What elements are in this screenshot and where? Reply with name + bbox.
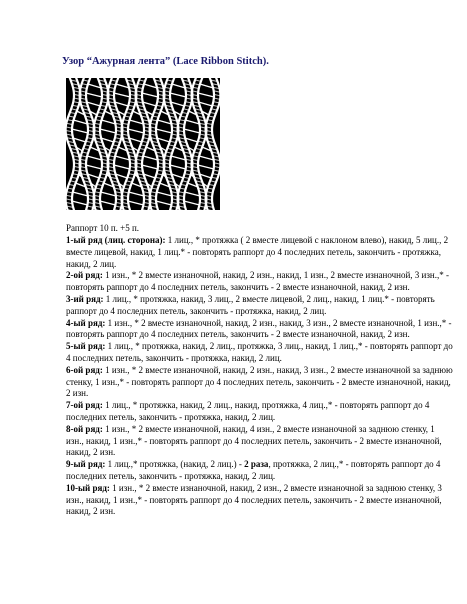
eyelet-bridge bbox=[185, 192, 200, 196]
row-5 bbox=[66, 341, 454, 365]
eyelet-bridge bbox=[114, 165, 130, 169]
row-text: 1 лиц.,* протяжка, (накид, 2 лиц.) - bbox=[105, 459, 245, 470]
eyelet-bridge bbox=[114, 93, 130, 97]
eyelet-bridge bbox=[198, 93, 214, 97]
eyelet-bridge bbox=[156, 129, 172, 133]
eyelet-bridge bbox=[184, 129, 200, 133]
row-1 bbox=[66, 235, 454, 270]
eyelet-bridge bbox=[72, 129, 88, 133]
eyelet-bridge bbox=[177, 192, 178, 196]
row-text: 1 изн., * 2 вместе изнаночной, накид, 2 изн., накид, 3 изн., 2 вместе изнаночной за заднюю стенку, 1 изн.,* - повторять раппорт до 4 последних петель, закончить - 2 вместе изнаночной, накид, 2 изн. bbox=[66, 364, 453, 399]
row-text: 1 изн., * 2 вместе изнаночной, накид, 4 изн., 2 вместе изнаночной за заднюю стенку, 1 изн., накид, 1 изн.,* - повторять раппорт до 4 последних петель, закончить - 2 вместе изнаночной, накид, 2 изн. bbox=[66, 423, 442, 458]
row-text: 1 изн., * 2 вместе изнаночной, накид, 2 изн., накид, 3 изн., 2 вместе изнаночной, 1 изн.,* - повторять раппорт до 4 последних петель, закончить - 2 вместе изнаночной, накид, 2 изн. bbox=[66, 317, 452, 340]
row-3 bbox=[66, 294, 454, 318]
row-label: 2-ой ряд: bbox=[66, 270, 103, 281]
eyelet-bridge bbox=[128, 129, 144, 133]
eyelet-bridge bbox=[73, 192, 88, 196]
eyelet-bridge bbox=[101, 192, 116, 196]
stitch-repeat: Раппорт 10 п. +5 п. bbox=[66, 223, 140, 233]
row-instructions bbox=[66, 235, 454, 518]
eyelet-bridge bbox=[149, 192, 150, 196]
eyelet-bridge bbox=[129, 192, 144, 196]
row-label: 4-ый ряд: bbox=[66, 317, 106, 328]
eyelet-bridge bbox=[170, 93, 186, 97]
row-4 bbox=[66, 318, 454, 342]
eyelet-bridge bbox=[199, 156, 214, 160]
eyelet-bridge bbox=[86, 165, 102, 169]
row-text-after: , протяжка, 2 лиц.,* - повторять раппорт до 4 последних петель, закончить - протяжка, накид, 2 лиц. bbox=[66, 459, 441, 481]
row-text: 1 лиц., * протяжка ( 2 вместе лицевой с наклоном влево), накид, 5 лиц., 2 вместе лицевой, накид, 1 лиц.* - повторять раппорт до 4 последних петель, закончить - протяжка, накид, 2 лиц. bbox=[66, 235, 449, 269]
row-label: 5-ый ряд: bbox=[66, 341, 106, 352]
eyelet-bridge bbox=[205, 192, 206, 196]
row-label: 7-ой ряд: bbox=[66, 400, 103, 411]
row-text: 1 лиц., * протяжка, накид, 3 лиц., 2 вместе лицевой, 2 лиц., накид, 1 лиц.* - повторять раппорт до 4 последних петель, закончить - протяжка, накид, 2 лиц. bbox=[66, 293, 435, 316]
eyelet-bridge bbox=[171, 156, 186, 160]
lace-swatch-photo bbox=[66, 78, 220, 210]
eyelet-bridge bbox=[100, 201, 116, 205]
eyelet-bridge bbox=[157, 192, 172, 196]
eyelet-bridge bbox=[121, 192, 122, 196]
row-label: 1-ый ряд (лиц. сторона): bbox=[66, 235, 166, 245]
row-9 bbox=[66, 459, 454, 483]
eyelet-bridge bbox=[115, 156, 130, 160]
row-10 bbox=[66, 483, 454, 518]
eyelet-bridge bbox=[86, 93, 102, 97]
eyelet-bridge bbox=[156, 201, 172, 205]
eyelet-bridge bbox=[142, 93, 158, 97]
row-emphasis: 2 раза bbox=[244, 459, 269, 470]
row-text: 1 лиц., * протяжка, накид, 2 лиц., протяжка, 3 лиц., накид, 1 лиц.,* - повторять раппорт до 4 последних петель, закончить - протяжка, накид, 2 лиц. bbox=[66, 341, 453, 363]
row-7 bbox=[66, 400, 454, 424]
eyelet-bridge bbox=[93, 192, 94, 196]
eyelet-bridge bbox=[143, 156, 158, 160]
eyelet-bridge bbox=[72, 201, 88, 205]
row-label: 6-ой ряд: bbox=[66, 364, 103, 375]
row-8 bbox=[66, 424, 454, 459]
eyelet-bridge bbox=[198, 165, 214, 169]
eyelet-bridge bbox=[184, 201, 200, 205]
row-label: 9-ый ряд: bbox=[66, 459, 106, 470]
row-label: 8-ой ряд: bbox=[66, 423, 103, 434]
pattern-title: Узор “Ажурная лента” (Lace Ribbon Stitch). bbox=[62, 56, 269, 67]
row-6 bbox=[66, 365, 454, 400]
eyelet-bridge bbox=[128, 201, 144, 205]
row-text: 1 изн., * 2 вместе изнаночной, накид, 2 изн., 2 вместе изнаночной за заднюю стенку, 3 изн., накид, 1 изн.,* - повторять раппорт до 4 последних петель, закончить - 2 вместе изнаночной, накид, 2 изн. bbox=[66, 482, 442, 517]
eyelet-bridge bbox=[170, 165, 186, 169]
row-label: 10-ый ряд: bbox=[66, 482, 110, 493]
row-label: 3-ий ряд: bbox=[66, 293, 104, 304]
row-text: 1 лиц., * протяжка, накид, 2 лиц., накид, протяжка, 4 лиц.,* - повторять раппорт до 4 последних петель, закончить - протяжка, накид, 2 лиц. bbox=[66, 400, 430, 422]
row-text: 1 изн., * 2 вместе изнаночной, накид, 2 изн., накид, 1 изн., 2 вместе изнаночной, 3 изн.,* - повторять раппорт до 4 последних петель, закончить - 2 вместе изнаночной, накид, 2 изн. bbox=[66, 270, 449, 293]
eyelet-bridge bbox=[100, 129, 116, 133]
eyelet-bridge bbox=[87, 156, 102, 160]
eyelet-bridge bbox=[142, 165, 158, 169]
row-2 bbox=[66, 270, 454, 294]
